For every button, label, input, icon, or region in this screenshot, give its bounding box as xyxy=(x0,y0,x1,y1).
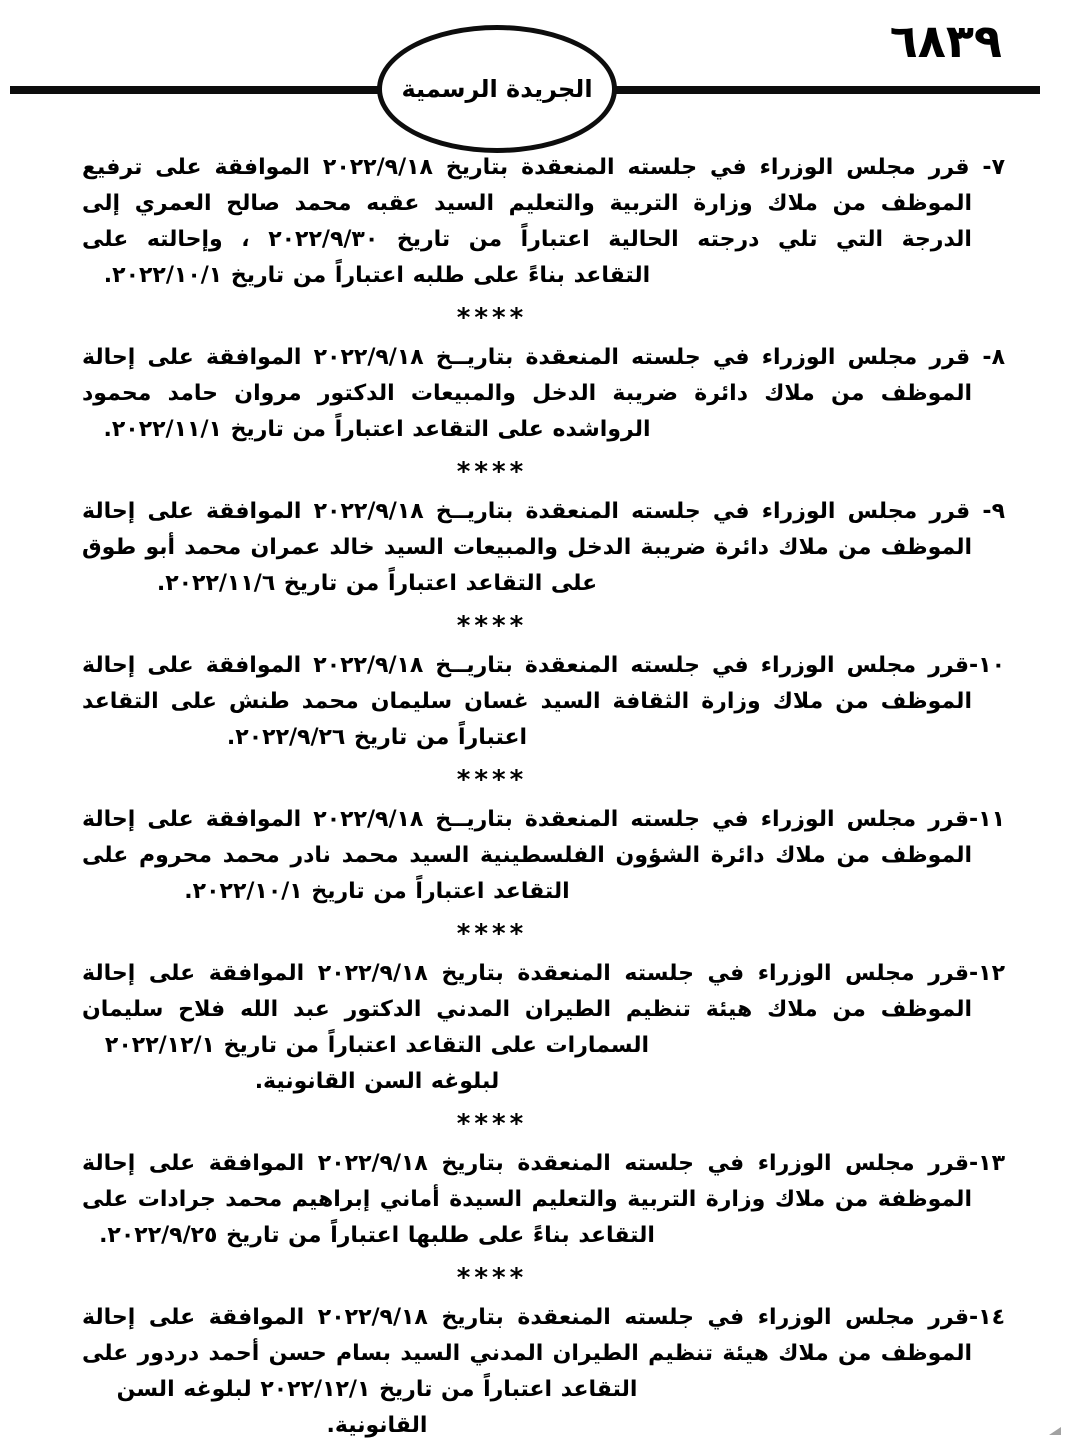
paragraph-line: التقاعد بناءً على طلبها اعتباراً من تاريخ ٢٠٢٢/٩/٢٥. xyxy=(99,1223,655,1248)
paragraph-line: السمارات على التقاعد اعتباراً من تاريخ ٢٠٢٢/١٢/١ لبلوغه السن القانونية. xyxy=(104,1033,650,1094)
paragraph-line: الموظف من ملاك وزارة الثقافة السيد غسان سليمان محمد طنش على التقاعد xyxy=(82,689,972,714)
paragraph-line: التقاعد بناءً على طلبه اعتباراً من تاريخ ٢٠٢٢/١٠/١. xyxy=(103,263,651,288)
decisions-list xyxy=(82,150,1005,1444)
paragraph-line: اعتباراً من تاريخ ٢٠٢٢/٩/٢٦. xyxy=(226,725,528,750)
decision-item xyxy=(82,494,1005,602)
paragraph-line: ٩- قرر مجلس الوزراء في جلسته المنعقدة بتاريــخ ٢٠٢٢/٩/١٨ الموافقة على إحالة xyxy=(82,499,1005,524)
paragraph-line: ١٤-قرر مجلس الوزراء في جلسته المنعقدة بتاريخ ٢٠٢٢/٩/١٨ الموافقة على إحالة xyxy=(82,1305,1005,1330)
section-separator: **** xyxy=(456,611,528,641)
paragraph-line: على التقاعد اعتباراً من تاريخ ٢٠٢٢/١١/٦. xyxy=(156,571,598,596)
decision-item xyxy=(82,648,1005,756)
paragraph-line: ١٣-قرر مجلس الوزراء في جلسته المنعقدة بتاريخ ٢٠٢٢/٩/١٨ الموافقة على إحالة xyxy=(82,1151,1005,1176)
paragraph-line: ٧- قرر مجلس الوزراء في جلسته المنعقدة بتاريخ ٢٠٢٢/٩/١٨ الموافقة على ترفيع xyxy=(82,155,1005,180)
paragraph-line: الموظف من ملاك وزارة التربية والتعليم السيد عقبه محمد صالح العمري إلى xyxy=(82,191,972,216)
paragraph-line: الموظف من ملاك دائرة ضريبة الدخل والمبيعات الدكتور مروان حامد محمود xyxy=(82,381,972,406)
paragraph-line: الموظف من ملاك هيئة تنظيم الطيران المدني الدكتور عبد الله فلاح سليمان xyxy=(82,997,972,1022)
gazette-seal xyxy=(377,25,617,153)
section-separator: **** xyxy=(456,765,528,795)
decision-item xyxy=(82,1300,1005,1444)
scan-artifact xyxy=(1049,1427,1061,1435)
paragraph-line: التقاعد اعتباراً من تاريخ ٢٠٢٢/١٠/١. xyxy=(184,879,570,904)
paragraph-line: الرواشده على التقاعد اعتباراً من تاريخ ٢٠٢٢/١١/١. xyxy=(103,417,651,442)
section-separator: **** xyxy=(456,1109,528,1139)
paragraph-line: الدرجة التي تلي درجته الحالية اعتباراً من تاريخ ٢٠٢٢/٩/٣٠ ، وإحالته على xyxy=(82,227,972,252)
paragraph-line: الموظف من ملاك هيئة تنظيم الطيران المدني السيد بسام حسن أحمد دردور على xyxy=(82,1341,972,1366)
section-separator: **** xyxy=(456,303,528,333)
page-number: ٦٨٣٩ xyxy=(889,14,1002,68)
section-separator: **** xyxy=(456,919,528,949)
section-separator: **** xyxy=(456,1263,528,1293)
paragraph-line: ٨- قرر مجلس الوزراء في جلسته المنعقدة بتاريــخ ٢٠٢٢/٩/١٨ الموافقة على إحالة xyxy=(82,345,1005,370)
decision-item xyxy=(82,340,1005,448)
section-separator: **** xyxy=(456,457,528,487)
paragraph-line: الموظفة من ملاك وزارة التربية والتعليم السيدة أماني إبراهيم محمد جرادات على xyxy=(82,1187,972,1212)
decision-item xyxy=(82,802,1005,910)
paragraph-line: ١٠-قرر مجلس الوزراء في جلسته المنعقدة بتاريــخ ٢٠٢٢/٩/١٨ الموافقة على إحالة xyxy=(82,653,1005,678)
paragraph-line: ١٢-قرر مجلس الوزراء في جلسته المنعقدة بتاريخ ٢٠٢٢/٩/١٨ الموافقة على إحالة xyxy=(82,961,1005,986)
paragraph-line: الموظف من ملاك دائرة ضريبة الدخل والمبيعات السيد خالد عمران محمد أبو طوق xyxy=(82,535,972,560)
paragraph-line: ١١-قرر مجلس الوزراء في جلسته المنعقدة بتاريــخ ٢٠٢٢/٩/١٨ الموافقة على إحالة xyxy=(82,807,1005,832)
paragraph-line: التقاعد اعتباراً من تاريخ ٢٠٢٢/١٢/١ لبلوغه السن القانونية. xyxy=(116,1377,638,1438)
decision-item xyxy=(82,150,1005,294)
gazette-title: الجريدة الرسمية xyxy=(401,75,593,103)
decision-item xyxy=(82,956,1005,1100)
paragraph-line: الموظف من ملاك دائرة الشؤون الفلسطينية السيد محمد نادر محمد محروم على xyxy=(82,843,972,868)
decision-item xyxy=(82,1146,1005,1254)
